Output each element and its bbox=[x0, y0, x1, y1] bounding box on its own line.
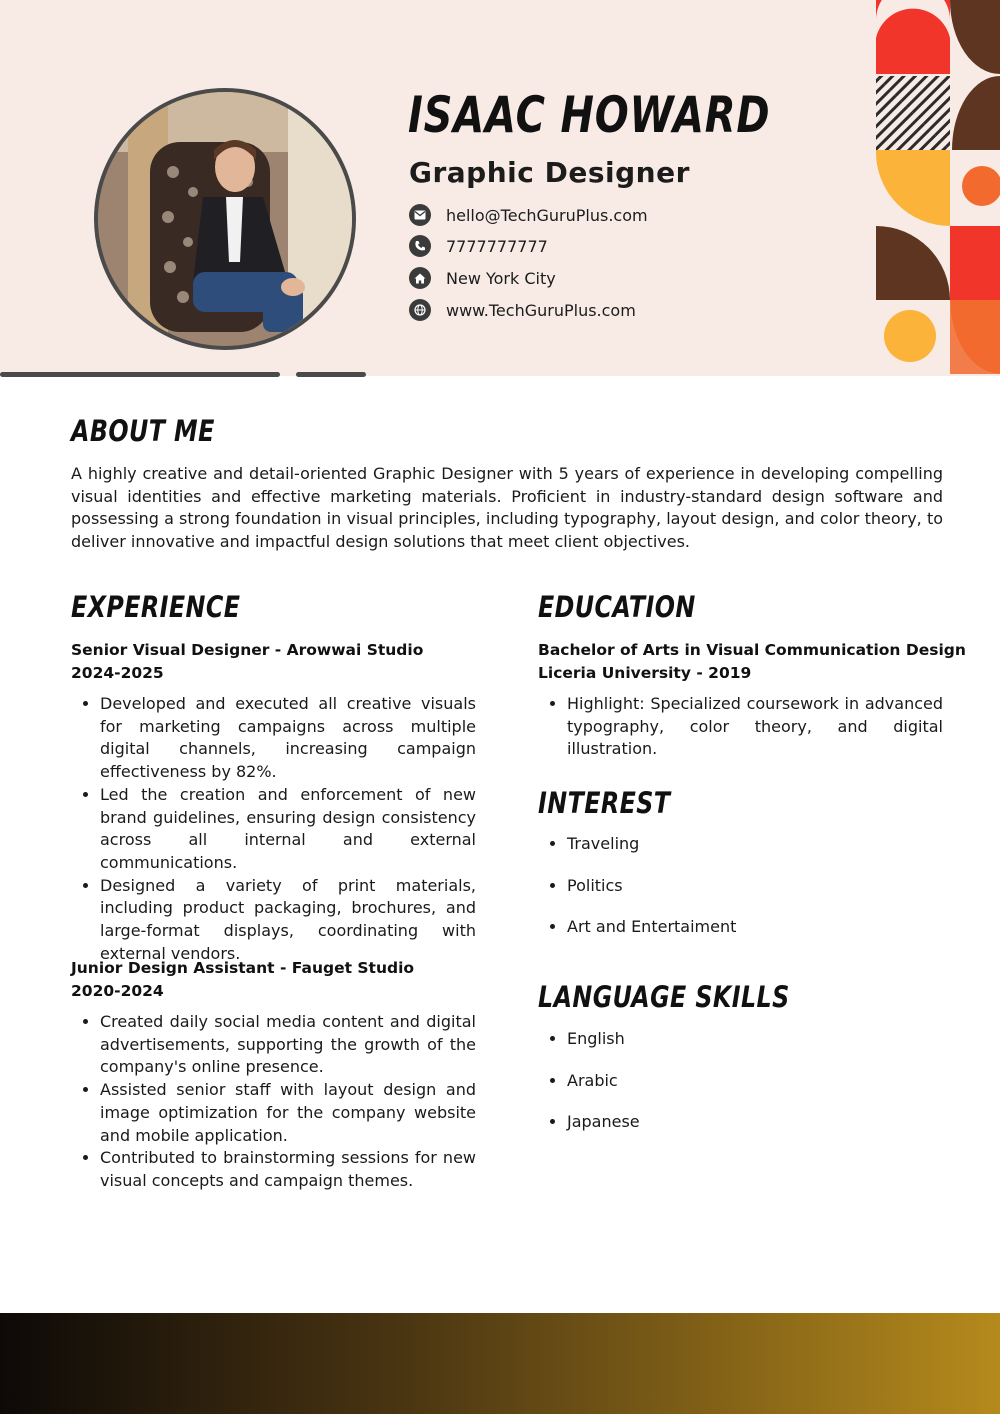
job-2-title: Junior Design Assistant - Fauget Studio bbox=[71, 959, 415, 977]
geometric-pattern bbox=[876, 0, 1000, 376]
list-item: • Traveling bbox=[567, 833, 736, 875]
experience-title: EXPERIENCE bbox=[71, 590, 241, 624]
list-item: • Politics bbox=[567, 875, 736, 917]
contact-email-text: hello@TechGuruPlus.com bbox=[446, 205, 648, 225]
job-1-bullets bbox=[71, 693, 476, 965]
divider-line-short bbox=[296, 372, 366, 377]
header-banner bbox=[0, 0, 1000, 376]
contact-location-text: New York City bbox=[446, 268, 556, 288]
job-2-bullets bbox=[71, 1011, 476, 1193]
interest-list bbox=[538, 833, 736, 958]
home-icon bbox=[409, 267, 431, 289]
profile-photo bbox=[94, 88, 356, 350]
phone-icon bbox=[409, 235, 431, 257]
contact-phone[interactable] bbox=[409, 233, 849, 259]
education-bullets bbox=[538, 693, 943, 761]
contact-phone-text: 7777777777 bbox=[446, 236, 548, 256]
list-item: • English bbox=[567, 1028, 640, 1070]
contact-location bbox=[409, 265, 849, 291]
contact-website[interactable] bbox=[409, 297, 849, 323]
contact-website-text: www.TechGuruPlus.com bbox=[446, 300, 636, 320]
about-title: ABOUT ME bbox=[71, 414, 215, 448]
job-2-years: 2020-2024 bbox=[71, 982, 164, 1000]
divider-line-long bbox=[0, 372, 280, 377]
list-item: • Designed a variety of print materials, including product packaging, brochures, and large-format displays, coordinating with external vendors. bbox=[100, 875, 476, 966]
portrait-illustration bbox=[98, 92, 352, 346]
list-item: • Japanese bbox=[567, 1111, 640, 1153]
list-item: • Highlight: Specialized coursework in advanced typography, color theory, and digital illustration. bbox=[567, 693, 943, 761]
about-text: A highly creative and detail-oriented Graphic Designer with 5 years of experience in developing compelling visual identities and effective marketing materials. Proficient in industry-standard design software and possessing a strong foundation in visual principles, including typography, layout design, and color theory, to deliver innovative and impactful design solutions that meet client objectives. bbox=[71, 464, 943, 552]
list-item: • Art and Entertaiment bbox=[567, 916, 736, 958]
languages-list bbox=[538, 1028, 640, 1153]
degree-title: Bachelor of Arts in Visual Communication Design bbox=[538, 641, 966, 659]
list-item: • Led the creation and enforcement of new brand guidelines, ensuring design consistency across all internal and external communications. bbox=[100, 784, 476, 875]
job-1-years: 2024-2025 bbox=[71, 664, 164, 682]
job-1-title: Senior Visual Designer - Arowwai Studio bbox=[71, 641, 424, 659]
list-item: • Created daily social media content and digital advertisements, supporting the growth of the company's online presence. bbox=[100, 1011, 476, 1079]
globe-icon bbox=[409, 299, 431, 321]
list-item: • Assisted senior staff with layout design and image optimization for the company website and mobile application. bbox=[100, 1079, 476, 1147]
education-title: EDUCATION bbox=[538, 590, 696, 624]
list-item: • Developed and executed all creative visuals for marketing campaigns across multiple digital channels, increasing campaign effectiveness by 82%. bbox=[100, 693, 476, 784]
interest-title: INTEREST bbox=[538, 786, 671, 820]
job-role: Graphic Designer bbox=[409, 156, 690, 189]
footer-gradient-bar bbox=[0, 1313, 1000, 1414]
school-name: Liceria University - 2019 bbox=[538, 664, 752, 682]
list-item: • Contributed to brainstorming sessions for new visual concepts and campaign themes. bbox=[100, 1147, 476, 1192]
person-name: ISAAC HOWARD bbox=[408, 86, 771, 144]
list-item: • Arabic bbox=[567, 1070, 640, 1112]
mail-icon bbox=[409, 204, 431, 226]
languages-title: LANGUAGE SKILLS bbox=[538, 980, 790, 1014]
contact-email[interactable] bbox=[409, 202, 849, 228]
